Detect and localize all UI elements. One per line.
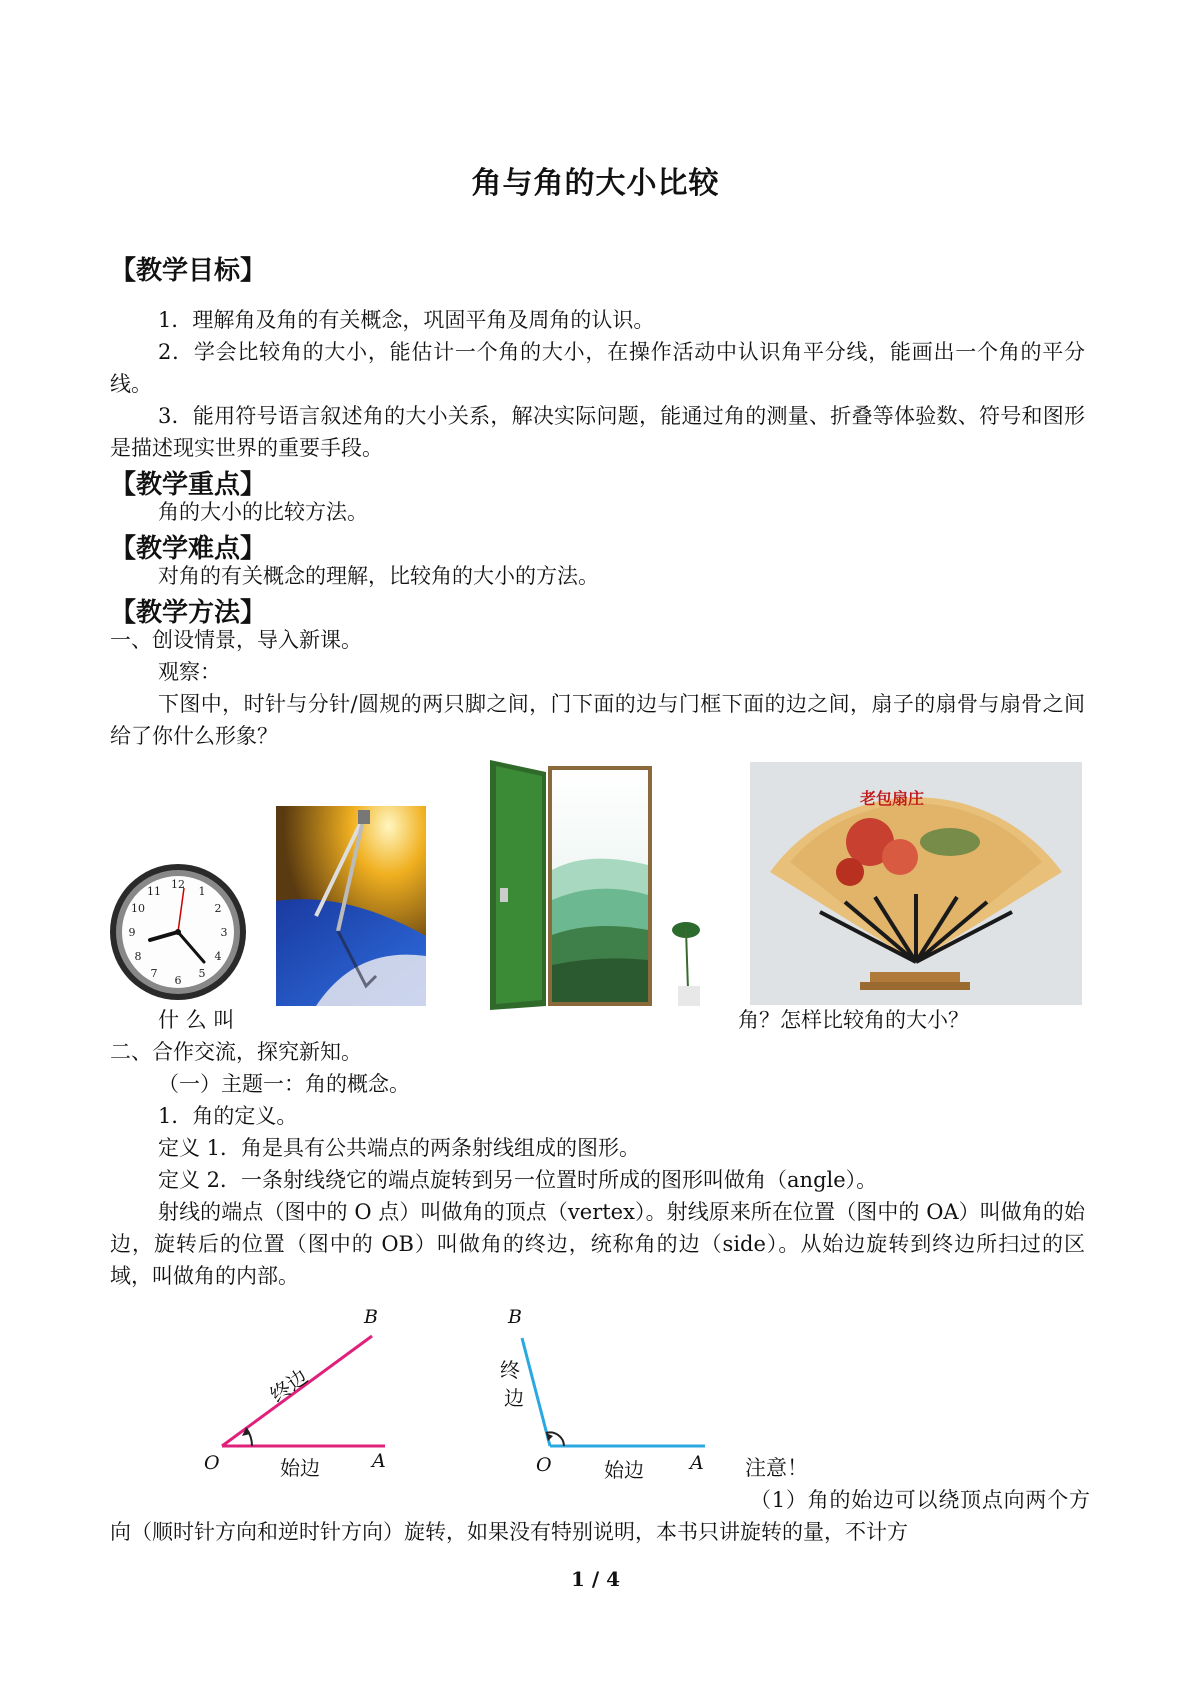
part2-heading: 二、合作交流，探究新知。: [110, 1040, 362, 1064]
diag1-label-o: O: [204, 1452, 220, 1474]
fan-calligraphy: 老包扇庄: [860, 789, 925, 808]
note-1: （1）角的始边可以绕顶点向两个方向（顺时针方向和逆时针方向）旋转，如果没有特别说明，本书只讲旋转的量，不计方: [110, 1488, 1090, 1544]
diag2-terminal-side-1: 终: [500, 1358, 520, 1382]
diag2-initial-side: 始边: [604, 1458, 644, 1482]
note-title: 注意！: [745, 1456, 808, 1480]
svg-text:8: 8: [134, 950, 142, 963]
difficulty-heading: 【教学难点】: [110, 534, 267, 564]
key-text: 角的大小的比较方法。: [158, 500, 368, 524]
explanation: 射线的端点（图中的 O 点）叫做角的顶点（vertex）。射线原来所在位置（图中的 OA）叫做角的始边，旋转后的位置（图中的 OB）叫做角的终边，统称角的边（side）。从始边旋转到终边所扫过的区域，叫做角的内部。: [110, 1200, 1085, 1288]
svg-text:6: 6: [174, 974, 182, 987]
def-title: 1．角的定义。: [158, 1104, 298, 1128]
diag1-initial-side: 始边: [280, 1456, 320, 1480]
diag1-terminal-side: 终边: [265, 1364, 313, 1408]
objective-3: 3．能用符号语言叙述角的大小关系，解决实际问题，能通过角的测量、折叠等体验数、符号和图形是描述现实世界的重要手段。: [110, 404, 1085, 460]
observe-question: 下图中，时针与分针/圆规的两只脚之间，门下面的边与门框下面的边之间，扇子的扇骨与扇骨之间给了你什么形象？: [110, 692, 1085, 748]
objectives-heading: 【教学目标】: [110, 256, 267, 286]
def-1: 定义 1．角是具有公共端点的两条射线组成的图形。: [158, 1136, 641, 1160]
objective-2: 2．学会比较角的大小，能估计一个角的大小，在操作活动中认识角平分线，能画出一个角的平分线。: [110, 340, 1085, 396]
diag2-label-b: B: [508, 1306, 522, 1328]
key-heading: 【教学重点】: [110, 470, 267, 500]
diag1-label-b: B: [364, 1306, 378, 1328]
fan-image: [750, 762, 1082, 1005]
caption-right: 角？怎样比较角的大小？: [738, 1008, 969, 1032]
diag1-label-a: A: [372, 1450, 386, 1472]
svg-text:12: 12: [171, 878, 185, 891]
topic1: （一）主题一：角的概念。: [158, 1072, 410, 1096]
diag2-label-a: A: [690, 1452, 704, 1474]
caption-left: 什 么 叫: [158, 1008, 235, 1032]
svg-text:2: 2: [214, 902, 222, 915]
def-2: 定义 2．一条射线绕它的端点旋转到另一位置时所成的图形叫做角（angle）。: [158, 1168, 878, 1192]
page-title: 角与角的大小比较: [471, 166, 720, 201]
svg-text:9: 9: [128, 926, 136, 939]
svg-text:3: 3: [220, 926, 228, 939]
observe-label: 观察：: [158, 660, 221, 684]
door-image: [488, 760, 728, 1010]
method-heading: 【教学方法】: [110, 598, 267, 628]
angle-diagram-1: [200, 1306, 400, 1486]
page-number: 1 / 4: [570, 1567, 621, 1591]
svg-text:10: 10: [131, 902, 145, 915]
svg-text:5: 5: [198, 967, 206, 980]
diag2-terminal-side-2: 边: [504, 1386, 524, 1410]
angle-diagram-2: [500, 1306, 720, 1486]
svg-text:7: 7: [150, 967, 158, 980]
clock-image: [108, 862, 248, 1002]
svg-text:4: 4: [214, 950, 222, 963]
svg-text:11: 11: [147, 885, 161, 898]
difficulty-text: 对角的有关概念的理解，比较角的大小的方法。: [158, 564, 599, 588]
svg-text:1: 1: [198, 885, 206, 898]
part1-heading: 一、创设情景，导入新课。: [110, 628, 362, 652]
compass-image: [276, 806, 426, 1006]
diag2-label-o: O: [536, 1454, 552, 1476]
objective-1: 1．理解角及角的有关概念，巩固平角及周角的认识。: [158, 308, 655, 332]
